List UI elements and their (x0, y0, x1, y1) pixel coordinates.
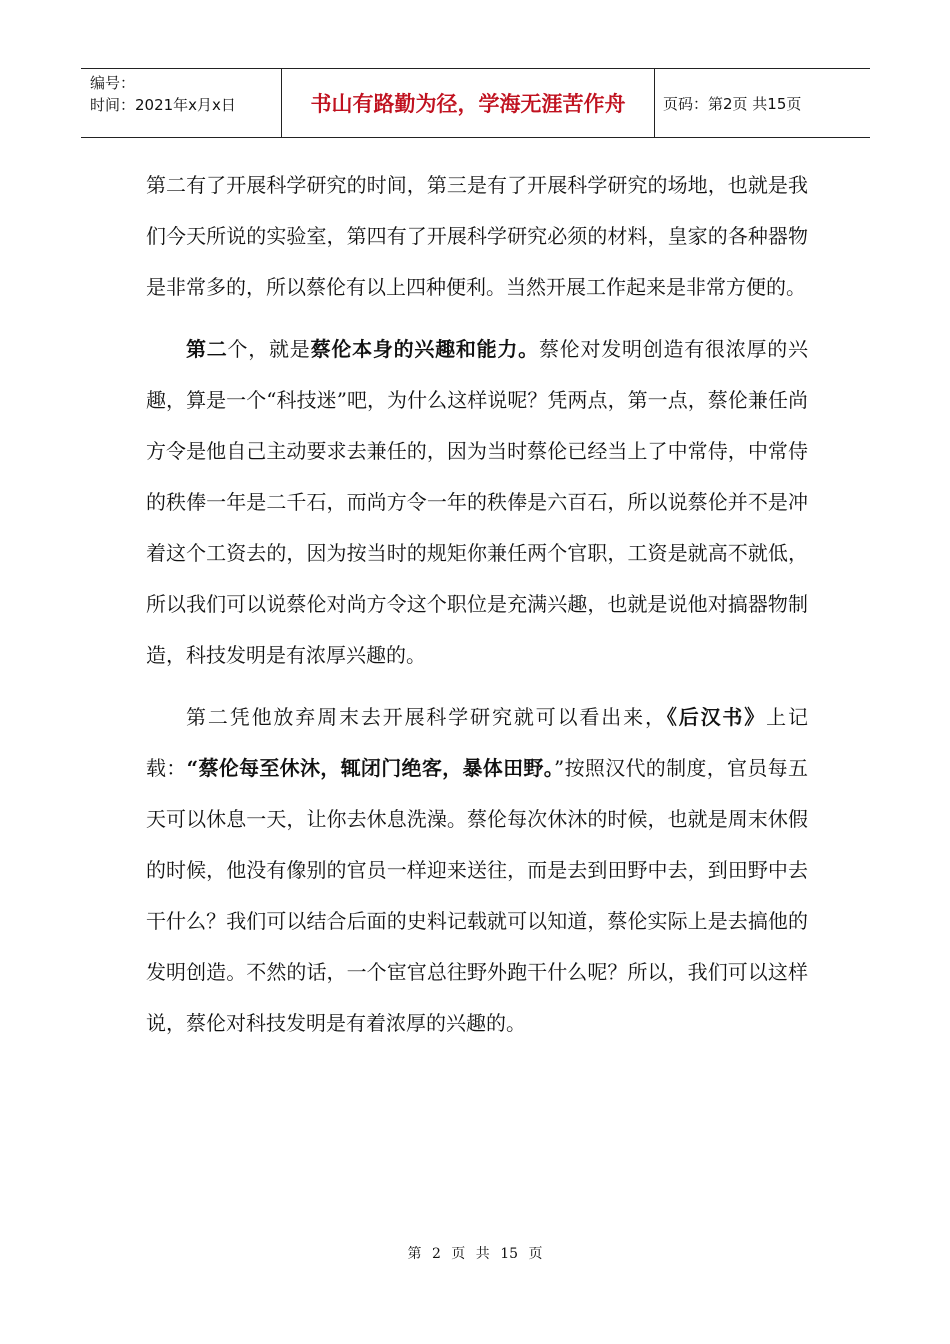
header-meta (81, 69, 282, 137)
paragraph-text: 蔡伦对发明创造有很浓厚的兴趣，算是一个“科技迷”吧，为什么这样说呢？凭两点，第一点，蔡伦兼任尚方令是他自己主动要求去兼任的，因为当时蔡伦已经当上了中常侍，中常侍的秩俸一年是二千石，而尚方令一年的秩俸是六百石，所以说蔡伦并不是冲着这个工资去的，因为按当时的规矩你兼任两个官职，工资是就高不就低，所以我们可以说蔡伦对尚方令这个职位是充满兴趣，也就是说他对搞器物制造，科技发明是有浓厚兴趣的。 (146, 337, 809, 667)
header-page-info: 页码：第2页 共15页 (663, 94, 802, 113)
paragraph (146, 324, 808, 681)
doc-number-label: 编号： (90, 74, 136, 92)
bold-text: 第二 (186, 337, 228, 361)
bold-text: 蔡伦本身的兴趣和能力。 (310, 337, 539, 361)
paragraph-text: 第二有了开展科学研究的时间，第三是有了开展科学研究的场地，也就是我们今天所说的实验室，第四有了开展科学研究必须的材料，皇家的各种器物是非常多的，所以蔡伦有以上四种便利。当然开展工作起来是非常方便的。 (146, 173, 808, 299)
paragraph-text: 上记载： (146, 705, 809, 780)
paragraph-text: ”按照汉代的制度，官员每五天可以休息一天，让你去休息洗澡。蔡伦每次休沐的时候，也就是周末休假的时候，他没有像别的官员一样迎来送往，而是去到田野中去，到田野中去干什么？我们可以结合后面的史料记载就可以知道，蔡伦实际上是去搞他的发明创造。不然的话，一个宦官总往野外跑干什么呢？所以，我们可以这样说，蔡伦对科技发明是有着浓厚的兴趣的。 (146, 756, 808, 1035)
book-title: 《后汉书》 (666, 705, 767, 729)
page-footer: 第 2 页 共 15 页 (407, 1246, 543, 1262)
paragraph-text: 个，就是 (227, 337, 311, 361)
quotation: “蔡伦每至休沐，辄闭门绝客，暴体田野。 (186, 756, 555, 780)
document-body (146, 160, 808, 1049)
paragraph-text: 第二凭他放弃周末去开展科学研究就可以看出来， (186, 705, 667, 729)
doc-date: 时间：2021年x月x日 (90, 96, 236, 114)
paragraph (146, 692, 808, 1049)
paragraph (146, 160, 808, 313)
page-header (81, 68, 870, 138)
header-motto: 书山有路勤为径，学海无涯苦作舟 (282, 69, 655, 137)
